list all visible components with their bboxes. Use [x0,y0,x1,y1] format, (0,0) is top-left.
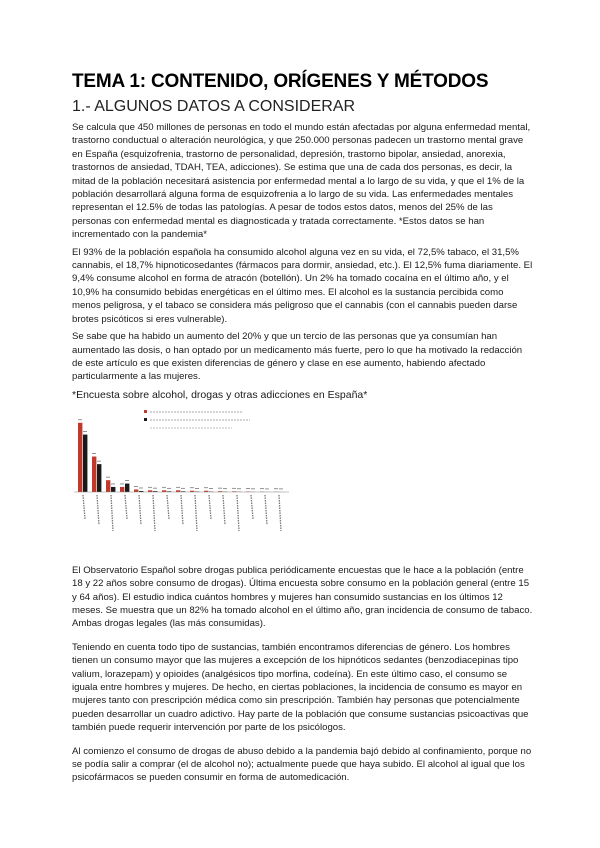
page-title: TEMA 1: CONTENIDO, ORÍGENES Y MÉTODOS [72,71,489,92]
survey-bar-chart [74,406,314,556]
bar-b-3 [125,483,129,491]
bar-b-2 [111,487,115,492]
bar-a-4 [134,489,138,492]
paragraph-1: Se calcula que 450 millones de personas en todo el mundo están afectadas por alguna enfermedad mental, trastorno conductual o alteración neurológica, y que 250.000 personas padecen un trastorno mental grave en España (esquizofrenia, trastorno de personalidad, depresión, trastorno bipolar, ansiedad, anorexia, trastornos de ansiedad, TDAH, TEA, adicciones). Se estima que una de cada dos personas, es decir, la mitad de la población necesitará asistencia por enfermedad mental a lo largo de su vida, y que el 1% de la población desarrollará alguna forma de esquizofrenia a lo largo de su vida. Las enfermedades mentales representan el 12.5% de todas las patologías. A pesar de todos estos datos, menos del 25% de las personas con enfermedad mental es diagnosticada y tratada correctamente. *Estos datos se han incrementado con la pandemia* [72,122,531,241]
x-tick-label-3 [125,495,127,519]
paragraph-2: El 93% de la población española ha consumido alcohol alguna vez en su vida, el 72,5% tabaco, el 31,5% cannabis, el 18,7% hipnoticosedantes (fármacos para dormir, ansiedad, etc.). El 12,5% fuma diariamente. El 9,4% consume alcohol en forma de atracón (botellón). Un 2% ha tomado cocaína en el último año, y el 10,9% ha consumido bebidas energéticas en el último mes. El alcohol es la sustancia percibida como menos peligrosa, y el tabaco se considera más peligroso que el cannabis (con el cannabis pueden darse brotes psicóticos si eres vulnerable). [72,246,533,325]
x-tick-label-1 [97,495,99,525]
x-tick-label-11 [237,495,239,531]
bar-a-1 [92,456,96,491]
section-heading: 1.- ALGUNOS DATOS A CONSIDERAR [72,98,356,115]
paragraph-3: Se sabe que ha habido un aumento del 20% y que un tercio de las personas que ya consumían han aumentado las dosis, o han optado por un medicamento más fuerte, pero lo que ha motivado la redacción de este artículo es que existen diferencias de género y clase en ese aumento, habiendo afectado particularmente a las mujeres. [72,331,523,383]
bar-a-0 [78,422,82,491]
bar-a-2 [106,480,110,492]
x-tick-label-8 [195,495,197,531]
x-tick-label-0 [83,495,85,519]
bar-a-3 [120,487,124,492]
bar-b-0 [83,434,87,491]
x-tick-label-4 [139,495,141,525]
x-tick-label-6 [167,495,169,519]
x-tick-labels [83,495,281,531]
x-tick-label-13 [265,495,267,525]
x-tick-label-14 [279,495,281,531]
legend-swatch-a [144,410,147,413]
x-tick-label-7 [181,495,183,525]
document-page [72,70,534,789]
x-tick-label-9 [209,495,211,519]
legend-swatch-b [144,418,147,421]
x-tick-label-5 [153,495,155,531]
chart-legend [144,410,250,428]
paragraph-4: El Observatorio Español sobre drogas publica periódicamente encuestas que le hace a la población (entre 18 y 22 años sobre consumo de drogas). Última encuesta sobre consumo en la población general (entre 15 y 64 años). El estudio indica cuántos hombres y mujeres han consumido sustancias en los últimos 12 meses. Se muestra que un 82% ha tomado alcohol en el último año, gran incidencia de consumo de tabaco. Ambas drogas legales (las más consumidas). [72,564,533,630]
x-tick-label-12 [251,495,253,519]
chart-bars [78,419,283,491]
bar-b-1 [97,464,101,492]
x-tick-label-10 [223,495,225,525]
paragraph-5: Teniendo en cuenta todo tipo de sustancias, también encontramos diferencias de género. Los hombres tienen un consumo mayor que las mujeres a excepción de los hipnóticos sedantes (benzodiacepinas tipo valium, lorazepam) y opioides (analgésicos tipo morfina, codeína). En este último caso, el consumo se iguala entre hombres y mujeres. De hecho, en ciertas poblaciones, la incidencia de consumo es mayor en mujeres tanto con prescripción médica como sin prescripción. También hay personas que potencialmente pueden desarrollar un cuadro adictivo. Hay parte de la población que consume sustancias psicoactivas que también puede requerir intervención por parte de los psicólogos. [72,641,529,734]
x-tick-label-2 [111,495,113,531]
chart-svg [74,406,314,556]
paragraph-6: Al comienzo el consumo de drogas de abuso debido a la pandemia bajó debido al confinamiento, porque no se podía salir a comprar (el de alcohol no); actualmente puede que haya subido. El alcohol al igual que los psicofármacos se pueden consumir en forma de automedicación. [72,745,532,784]
figure-caption: *Encuesta sobre alcohol, drogas y otras adicciones en España* [72,388,368,401]
